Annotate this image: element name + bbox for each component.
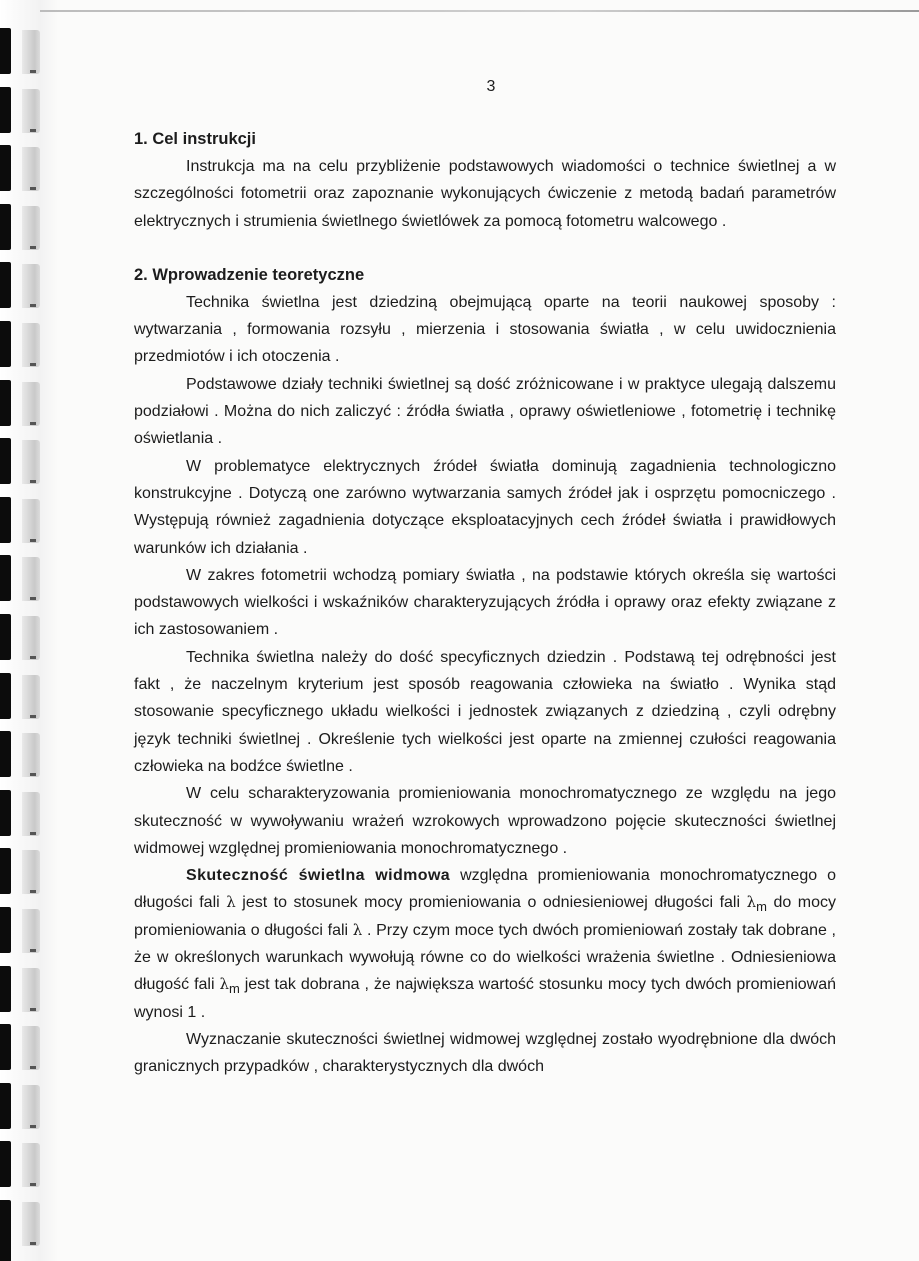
page-top-edge [40, 10, 919, 12]
definition-text-1: względna promieniowania monochromatycznego o długości fali [134, 867, 836, 912]
binding-ring [0, 321, 40, 367]
binding-ring [0, 848, 40, 894]
binding-ring [0, 614, 40, 660]
section-2-paragraph-6: W celu scharakteryzowania promieniowania monochromatycznego ze względu na jego skuteczność w wywoływaniu wrażeń wzrokowych wprowadzono pojęcie skuteczności świetlnej widmowej względnej promieniowania monochromatycznego . [134, 785, 836, 857]
binding-ring [0, 204, 40, 250]
page-number: 3 [486, 78, 496, 95]
section-2-paragraph-5: Technika świetlna należy do dość specyficznych dziedzin . Podstawą tej odrębności jest fakt , że naczelnym kryterium jest sposób reagowania człowieka na światło . Wynika stąd stosowanie specyficznego układu wielkości i jednostek związanych z dziedziną , czyli odrębny język techniki świetlnej . Określenie tych wielkości jest oparte na zmiennej czułości reagowania człowieka na bodźce świetlne . [134, 648, 836, 775]
lambda-m-subscript-2: m [228, 981, 240, 997]
section-2-paragraph-2: Podstawowe działy techniki świetlnej są dość zróżnicowane i w praktyce ulegają dalszemu podziałowi . Można do nich zaliczyć : źródła światła , oprawy oświetleniowe , fotometrię i technikę oświetlania . [134, 375, 836, 448]
definition-paragraph [134, 862, 836, 1026]
definition-text-5: jest tak dobrana , że największa wartość stosunku mocy tych dwóch promieniowań wynosi 1 . [134, 976, 837, 1021]
binding-ring [0, 555, 40, 601]
binding-ring [0, 145, 40, 191]
binding-ring-bottom [0, 1240, 40, 1261]
section-2-paragraph-3: W problematyce elektrycznych źródeł światła dominują zagadnienia technologiczno konstrukcyjne . Dotyczą one zarówno wytwarzania samych źródeł jak i osprzętu pomocniczego . Występują również zagadnienia dotyczące eksploatacyjnych cech źródeł światła i prawidłowych warunków ich działania . [134, 457, 836, 557]
binding-ring [0, 790, 40, 836]
document-page [134, 74, 836, 1081]
section-2-paragraph-1: Technika świetlna jest dziedziną obejmującą oparte na teorii naukowej sposoby : wytwarzania , formowania rozsyłu , mierzenia i stosowania światła , w celu uwidocznienia przedmiotów i ich otoczenia . [134, 293, 836, 366]
binding-ring [0, 907, 40, 953]
definition-text-2: jest to stosunek mocy promieniowania o odniesieniowej długości fali [235, 894, 747, 912]
definition-term: Skuteczność świetlna widmowa [186, 867, 451, 885]
binding-ring [0, 28, 40, 74]
section-2-paragraph-4: W zakres fotometrii wchodzą pomiary światła , na podstawie których określa się wartości podstawowych wielkości i wskaźników charakteryzujących źródła i oprawy oraz efekty związane z ich zastosowaniem . [134, 566, 836, 639]
section-2-paragraph-last: Wyznaczanie skuteczności świetlnej widmowej względnej zostało wyodrębnione dla dwóch granicznych przypadków , charakterystycznych dla dwóch [134, 1030, 836, 1076]
binding-ring [0, 731, 40, 777]
binding-ring [0, 262, 40, 308]
lambda-symbol: λ [226, 893, 236, 912]
lambda-symbol-2: λ [352, 920, 363, 939]
binding-ring [0, 673, 40, 719]
binding-ring [0, 87, 40, 133]
definition-text-3: do mocy promieniowania o długości fali [134, 894, 837, 939]
lambda-m-symbol: λ [746, 893, 757, 912]
binding-ring [0, 966, 40, 1012]
binding-ring [0, 380, 40, 426]
definition-text-4: . Przy czym moce tych dwóch promieniowań zostały tak dobrane , że w określonych warunkach wywołują równe co do wielkości wrażenia świetlne . Odniesieniowa długość fali [134, 921, 836, 994]
lambda-m-subscript: m [756, 899, 767, 915]
section-1-paragraph: Instrukcja ma na celu przybliżenie podstawowych wiadomości o technice świetlnej a w szczególności fotometrii oraz zapoznanie wykonujących ćwiczenie z metodą badań parametrów elektrycznych i strumienia świetlnego świetlówek za pomocą fotometru walcowego . [134, 158, 836, 230]
section-2-heading: 2. Wprowadzenie teoretyczne [134, 265, 365, 284]
binding-ring [0, 1024, 40, 1070]
spiral-binding [0, 0, 58, 1261]
binding-ring [0, 1083, 40, 1129]
section-1-heading: 1. Cel instrukcji [134, 130, 256, 148]
binding-ring [0, 1141, 40, 1187]
binding-ring [0, 497, 40, 543]
binding-ring [0, 438, 40, 484]
lambda-m-symbol-2: λ [219, 975, 229, 994]
